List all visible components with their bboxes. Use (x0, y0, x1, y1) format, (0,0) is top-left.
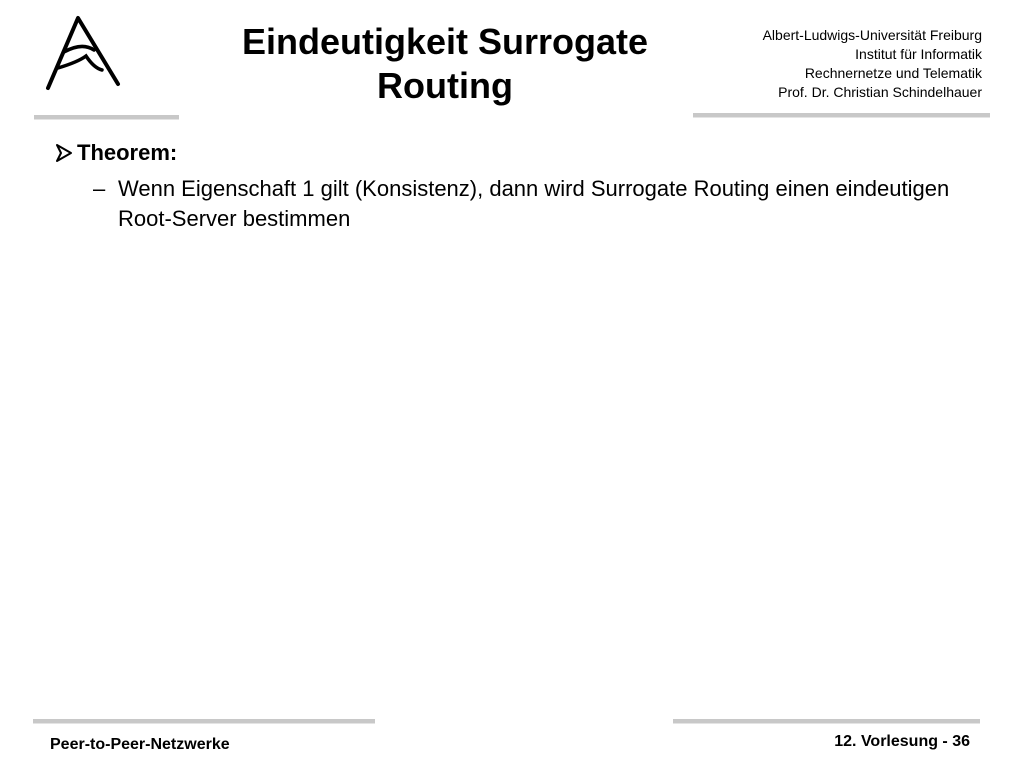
footer-course-title: Peer-to-Peer-Netzwerke (50, 736, 230, 753)
header-divider-right (693, 113, 990, 117)
theorem-label: Theorem: (77, 140, 178, 165)
slide-title (185, 20, 705, 108)
affiliation-university: Albert-Ludwigs-Universität Freiburg (762, 27, 982, 43)
arrow-bullet-icon (54, 142, 74, 164)
theorem-text: Wenn Eigenschaft 1 gilt (Konsistenz), dann wird Surrogate Routing einen eindeutigen Root-Server bestimmen (118, 176, 950, 231)
footer-divider-right (673, 719, 980, 723)
footer-divider-left (33, 719, 375, 723)
university-logo-icon (42, 14, 124, 96)
theorem-bullet (54, 139, 177, 167)
affiliation-group: Rechnernetze und Telematik (804, 65, 982, 81)
footer-lecture-page: 12. Vorlesung - 36 (834, 733, 970, 750)
header-divider-left (34, 115, 179, 119)
affiliation-institute: Institut für Informatik (855, 46, 982, 62)
theorem-statement (93, 174, 963, 234)
dash-bullet: – (93, 176, 106, 201)
slide-title-line2: Routing (377, 65, 513, 106)
affiliation-block (763, 26, 982, 102)
affiliation-professor: Prof. Dr. Christian Schindelhauer (778, 84, 982, 100)
slide-title-line1: Eindeutigkeit Surrogate (241, 21, 649, 62)
